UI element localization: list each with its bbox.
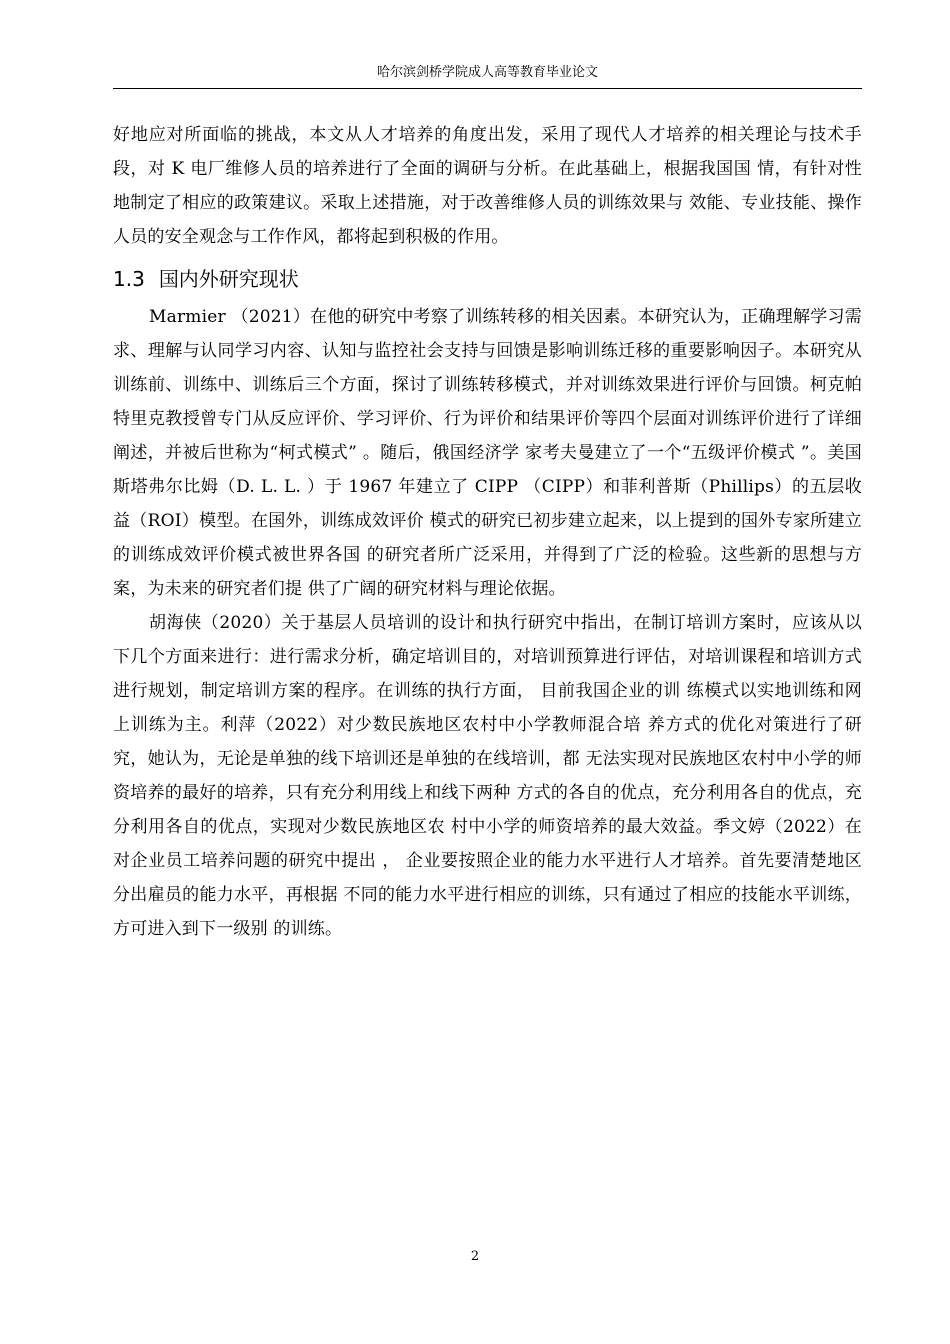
header-title: 哈尔滨剑桥学院成人高等教育毕业论文 bbox=[376, 65, 598, 80]
document-body bbox=[113, 118, 862, 946]
paragraph-marmier: Marmier （2021）在他的研究中考察了训练转移的相关因素。本研究认为，正确理解学习需求、理解与认同学习内容、认知与监控社会支持与回馈是影响训练迁移的重要影响因子。本研究从训练前、训练中、训练后三个方面，探讨了训练转移模式，并对训练效果进行评价与回馈。柯克帕特里克教授曾专门从反应评价、学习评价、行为评价和结果评价等四个层面对训练评价进行了详细阐述，并被后世称为“柯式模式” 。随后，俄国经济学 家考夫曼建立了一个“五级评价模式 ”。美国斯塔弗尔比姆（D. L. L. ）于 1967 年建立了 CIPP （CIPP）和菲利普斯（Phillips）的五层收益（ROI）模型。在国外，训练成效评价 模式的研究已初步建立起来，以上提到的国外专家所建立的训练成效评价模式被世界各国 的研究者所广泛采用，并得到了广泛的检验。这些新的思想与方案，为未来的研究者们提 供了广阔的研究材料与理论依据。 bbox=[113, 307, 862, 599]
page-header bbox=[113, 62, 862, 89]
intro-paragraph: 好地应对所面临的挑战，本文从人才培养的角度出发，采用了现代人才培养的相关理论与技术手段，对 K 电厂维修人员的培养进行了全面的调研与分析。在此基础上，根据我国国 情，有针对性地制定了相应的政策建议。采取上述措施，对于改善维修人员的训练效果与 效能、专业技能、操作人员的安全观念与工作作风，都将起到积极的作用。 bbox=[113, 125, 862, 247]
section-heading bbox=[113, 262, 862, 296]
page-number: 2 bbox=[470, 1249, 480, 1264]
section-number: 1.3 bbox=[113, 267, 145, 291]
section-title: 国内外研究现状 bbox=[158, 267, 299, 291]
paragraph-huhaixia: 胡海侠（2020）关于基层人员培训的设计和执行研究中指出，在制订培训方案时，应该从以下几个方面来进行：进行需求分析，确定培训目的，对培训预算进行评估，对培训课程和培训方式进行规划，制定培训方案的程序。在训练的执行方面， 目前我国企业的训 练模式以实地训练和网上训练为主。利萍（2022）对少数民族地区农村中小学教师混合培 养方式的优化对策进行了研究，她认为，无论是单独的线下培训还是单独的在线培训，都 无法实现对民族地区农村中小学的师资培养的最好的培养，只有充分利用线上和线下两种 方式的各自的优点，充分利用各自的优点，充分利用各自的优点，实现对少数民族地区农 村中小学的师资培养的最大效益。季文婷（2022）在对企业员工培养问题的研究中提出 ， 企业要按照企业的能力水平进行人才培养。首先要清楚地区分出雇员的能力水平，再根据 不同的能力水平进行相应的训练，只有通过了相应的技能水平训练，方可进入到下一级别 的训练。 bbox=[113, 613, 862, 939]
